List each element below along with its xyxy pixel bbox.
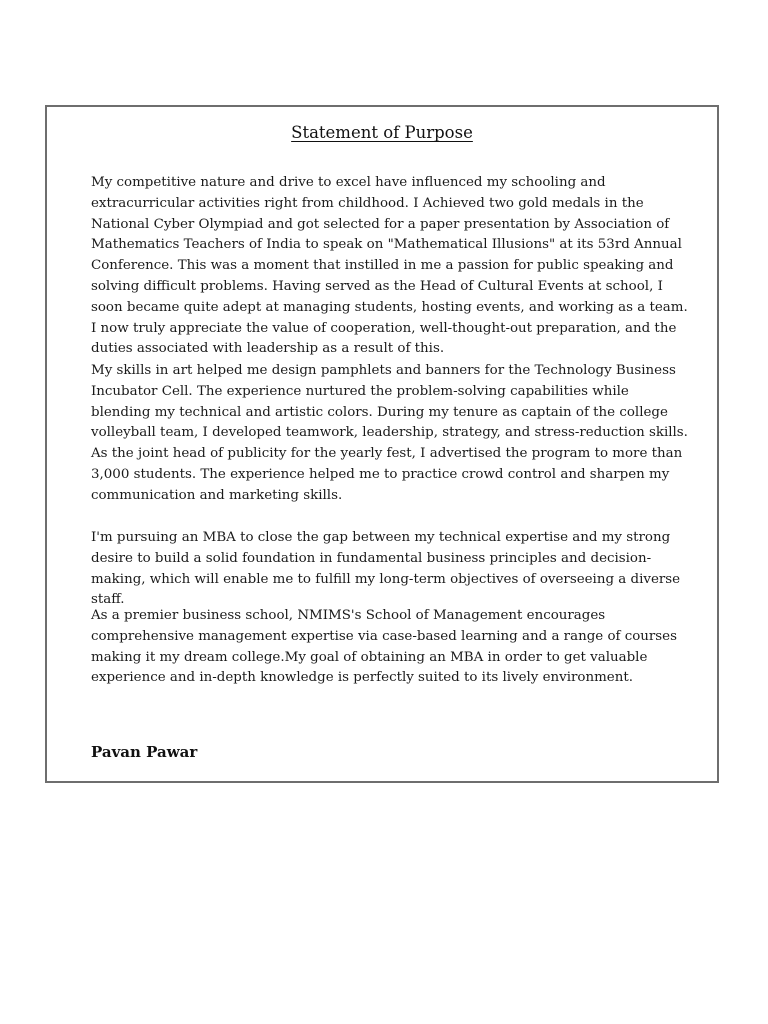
signature-name: Pavan Pawar <box>91 743 198 761</box>
document-frame <box>45 105 719 783</box>
paragraph-2: My skills in art helped me design pamphlets and banners for the Technology Business Incubator Cell. The experience nurtured the problem-solving capabilities while blending my technical and artistic colors. During my tenure as captain of the college volleyball team, I developed teamwork, leadership, strategy, and stress-reduction skills. As the joint head of publicity for the yearly fest, I advertised the program to more than 3,000 students. The experience helped me to practice crowd control and sharpen my communication and marketing skills. <box>91 363 688 503</box>
paragraph-3: I'm pursuing an MBA to close the gap between my technical expertise and my strong desire to build a solid foundation in fundamental business principles and decision-making, which will enable me to fulfill my long-term objectives of overseeing a diverse staff. <box>91 530 681 608</box>
document-title: Statement of Purpose <box>291 123 473 142</box>
paragraph-4: As a premier business school, NMIMS's School of Management encourages comprehensive management expertise via case-based learning and a range of courses making it my dream college.My goal of obtaining an MBA in order to get valuable experience and in-depth knowledge is perfectly suited to its lively environment. <box>91 608 677 686</box>
paragraph-1: My competitive nature and drive to excel have influenced my schooling and extracurricular activities right from childhood. I Achieved two gold medals in the National Cyber Olympiad and got selected for a paper presentation by Association of Mathematics Teachers of India to speak on "Mathematical Illusions" at its 53rd Annual Conference. This was a moment that instilled in me a passion for public speaking and solving difficult problems. Having served as the Head of Cultural Events at school, I soon became quite adept at managing students, hosting events, and working as a team. I now truly appreciate the value of cooperation, well-thought-out preparation, and the duties associated with leadership as a result of this. <box>91 175 688 357</box>
